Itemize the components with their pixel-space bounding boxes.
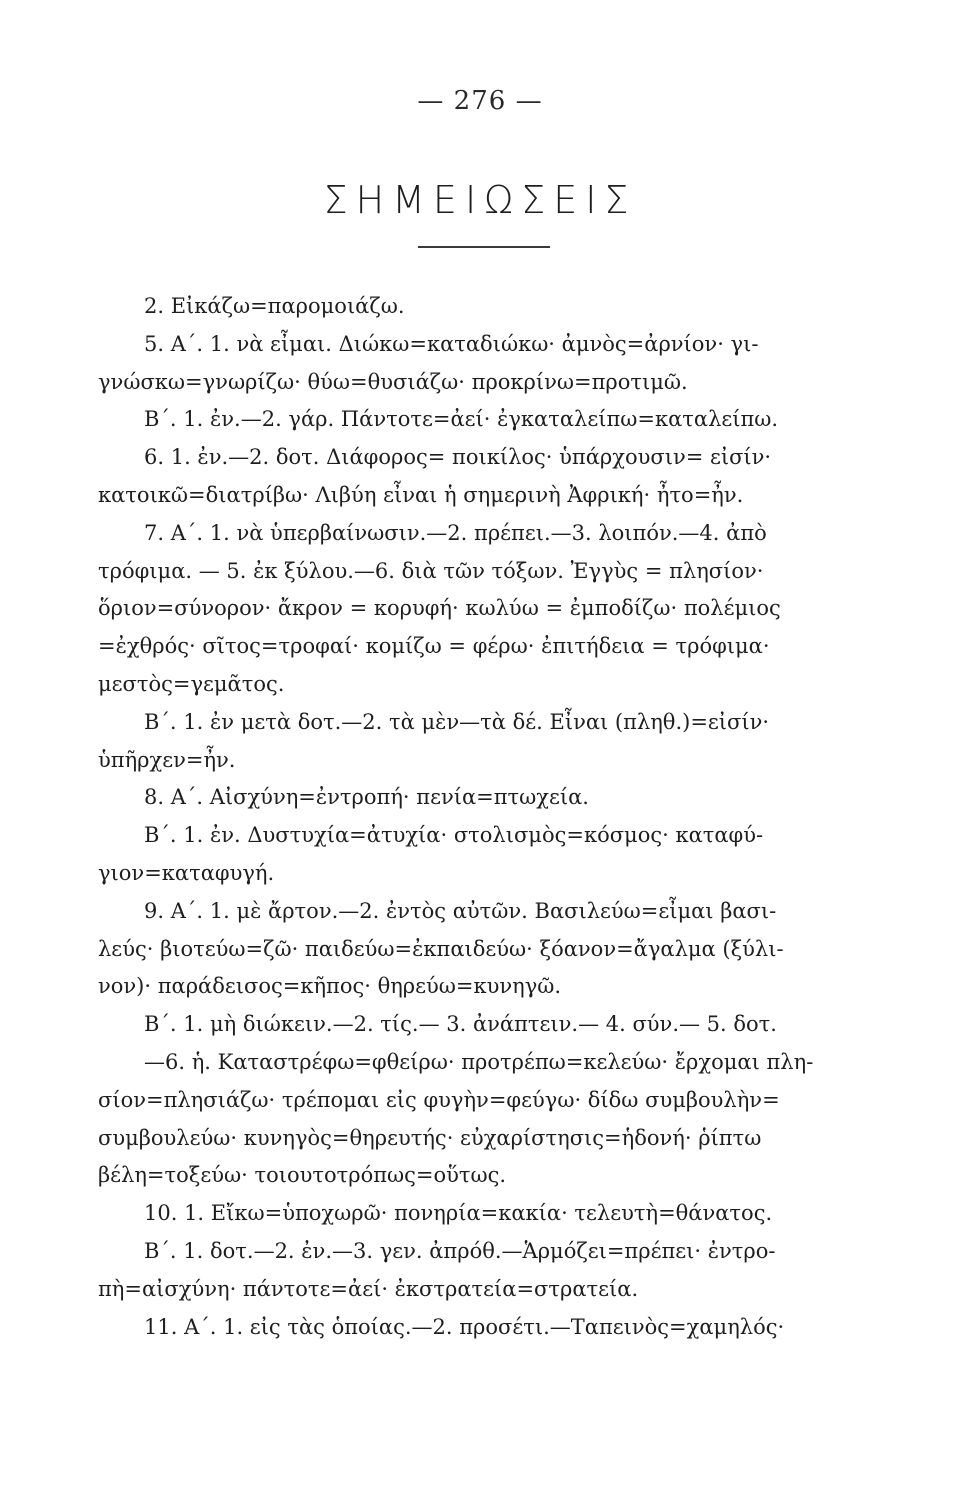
note-line: 7. Α΄. 1. νὰ ὑπερβαίνωσιν.—2. πρέπει.—3. λοιπόν.—4. ἀπὸ: [144, 520, 767, 545]
page-number: — 276 —: [417, 86, 543, 116]
note-line: βέλη=τοξεύω· τοιουτοτρόπως=οὕτως.: [98, 1163, 507, 1188]
note-line: σίον=πλησιάζω· τρέπομαι εἰς φυγὴν=φεύγω· δίδω συμβουλὴν=: [98, 1087, 780, 1112]
note-line: Β΄. 1. ἐν.—2. γάρ. Πάντοτε=ἀεί· ἐγκαταλείπω=καταλείπω.: [144, 407, 779, 432]
note-line: Β΄. 1. δοτ.—2. ἐν.—3. γεν. ἀπρόθ.—Ἁρμόζει=πρέπει· ἐντρο-: [144, 1238, 776, 1263]
note-line: Β΄. 1. μὴ διώκειν.—2. τίς.— 3. ἀνάπτειν.— 4. σύν.— 5. δοτ.: [144, 1012, 777, 1037]
note-line: ὑπῆρχεν=ἦν.: [98, 747, 236, 772]
note-line: 11. Α΄. 1. εἰς τὰς ὁποίας.—2. προσέτι.—Ταπεινὸς=χαμηλός·: [144, 1314, 785, 1339]
note-line: πὴ=αἰσχύνη· πάντοτε=ἀεί· ἐκστρατεία=στρατεία.: [98, 1276, 639, 1301]
note-line: =ἐχθρός· σῖτος=τροφαί· κομίζω = φέρω· ἐπιτήδεια = τρόφιμα·: [98, 634, 770, 659]
note-line: Β΄. 1. ἐν μετὰ δοτ.—2. τὰ μὲν—τὰ δέ. Εἶναι (πληθ.)=εἰσίν·: [144, 709, 770, 734]
note-line: νον)· παράδεισος=κῆπος· θηρεύω=κυνηγῶ.: [98, 974, 562, 999]
note-line: τρόφιμα. — 5. ἐκ ξύλου.—6. διὰ τῶν τόξων. Ἐγγὺς = πλησίον·: [98, 558, 764, 583]
note-line: συμβουλεύω· κυνηγὸς=θηρευτής· εὐχαρίστησις=ἡδονή· ῥίπτω: [98, 1125, 762, 1150]
section-heading: ΣΗΜΕΙΩΣΕΙΣ: [323, 178, 637, 222]
note-line: 8. Α΄. Αἰσχύνη=ἐντροπή· πενία=πτωχεία.: [144, 785, 589, 810]
note-line: —6. ἡ. Καταστρέφω=φθείρω· προτρέπω=κελεύω· ἔρχομαι πλη-: [144, 1049, 814, 1074]
note-line: 10. 1. Εἴκω=ὑποχωρῶ· πονηρία=κακία· τελευτὴ=θάνατος.: [144, 1201, 773, 1226]
note-line: μεστὸς=γεμᾶτος.: [98, 671, 285, 696]
note-line: Β΄. 1. ἐν. Δυστυχία=ἀτυχία· στολισμὸς=κόσμος· καταφύ-: [144, 823, 764, 848]
note-line: γιον=καταφυγή.: [98, 860, 275, 885]
note-line: γνώσκω=γνωρίζω· θύω=θυσιάζω· προκρίνω=προτιμῶ.: [98, 369, 688, 394]
note-line: λεύς· βιοτεύω=ζῶ· παιδεύω=ἐκπαιδεύω· ξόανον=ἄγαλμα (ξύλι-: [98, 936, 784, 961]
note-line: ὅριον=σύνορον· ἄκρον = κορυφή· κωλύω = ἐμποδίζω· πολέμιος: [98, 596, 781, 621]
note-line: 5. Α΄. 1. νὰ εἶμαι. Διώκω=καταδιώκω· ἀμνὸς=ἀρνίον· γι-: [144, 331, 759, 356]
note-line: 6. 1. ἐν.—2. δοτ. Διάφορος= ποικίλος· ὑπάρχουσιν= εἰσίν·: [144, 445, 772, 470]
note-line: κατοικῶ=διατρίβω· Λιβύη εἶναι ἡ σημερινὴ Ἀφρική· ἦτο=ἦν.: [98, 482, 744, 507]
notes-body: [98, 288, 888, 1346]
note-line: 9. Α΄. 1. μὲ ἄρτον.—2. ἐντὸς αὐτῶν. Βασιλεύω=εἶμαι βασι-: [144, 898, 777, 923]
heading-rule: [418, 246, 550, 248]
note-line: 2. Εἰκάζω=παρομοιάζω.: [144, 294, 405, 318]
